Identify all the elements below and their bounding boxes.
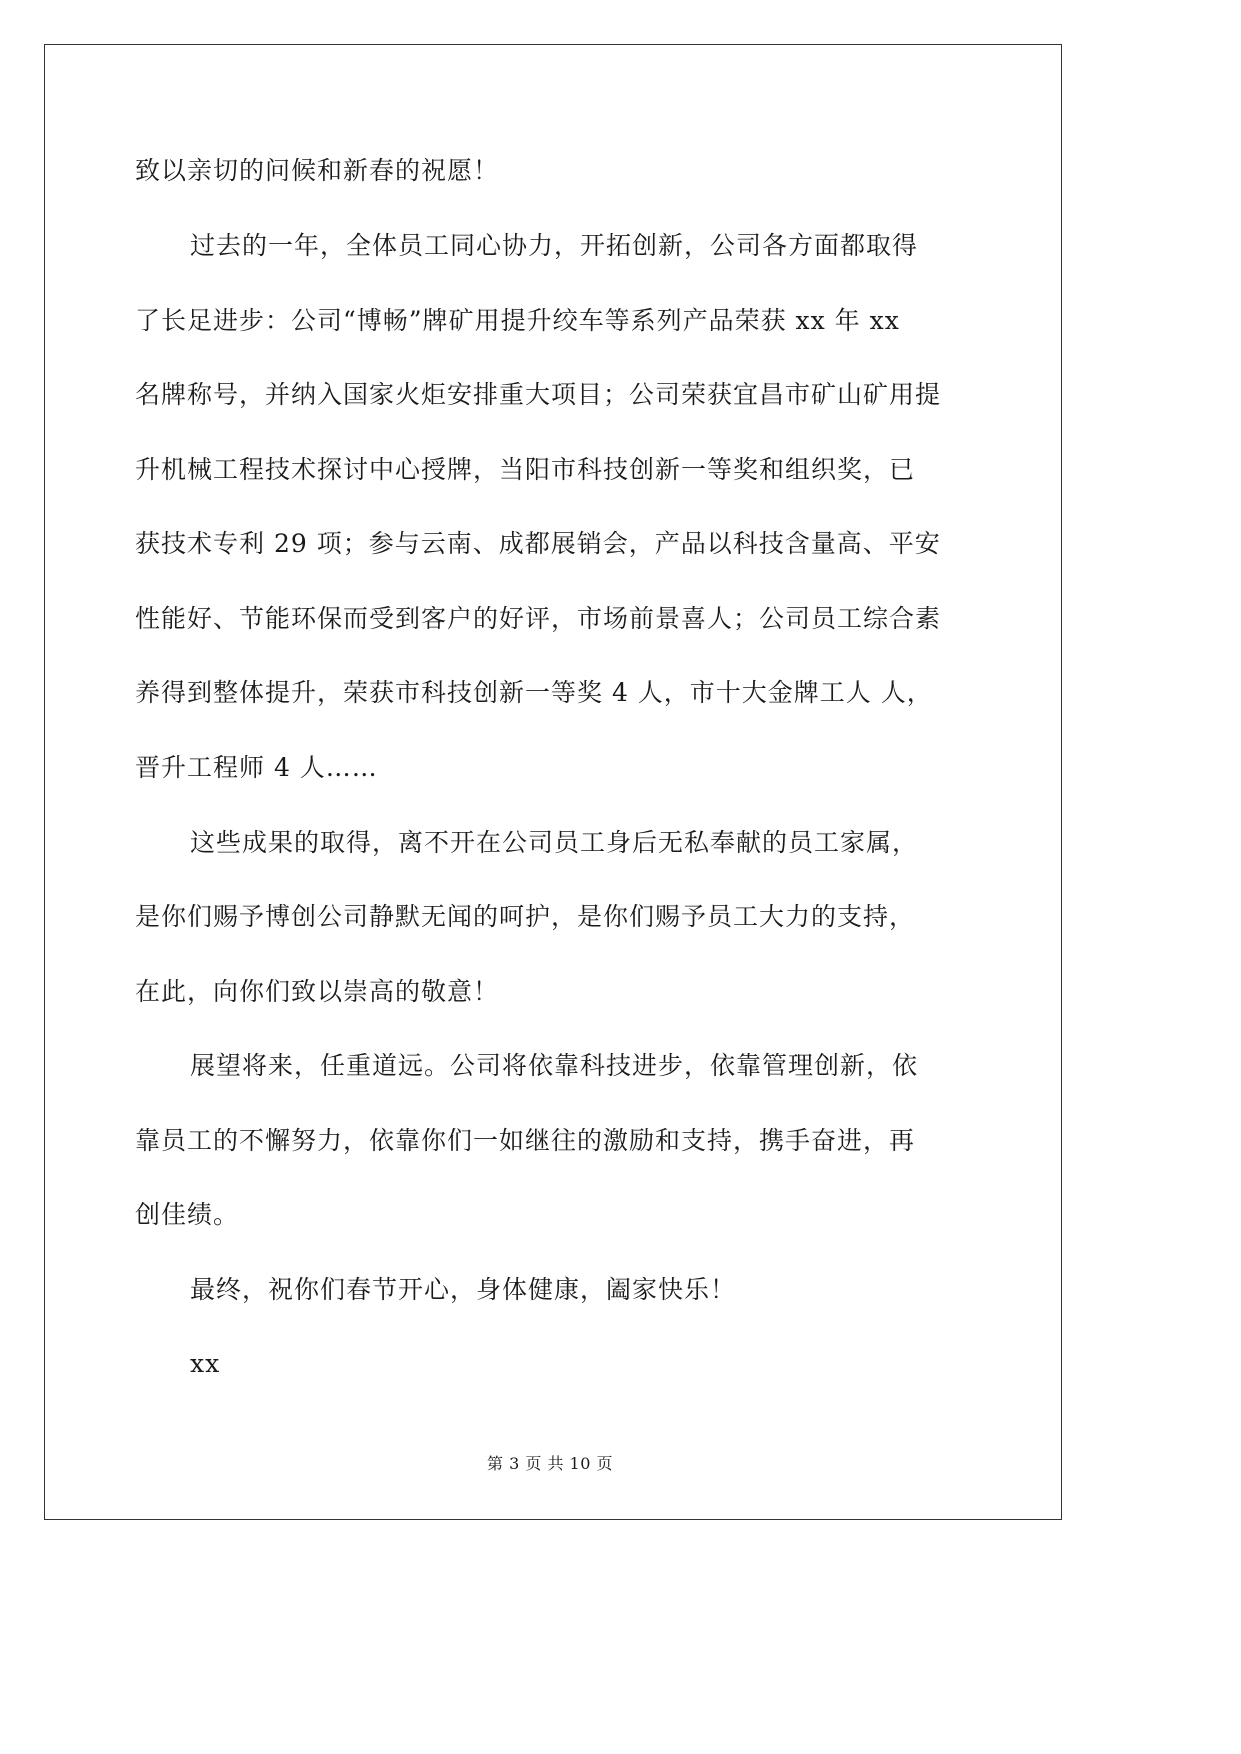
text-line: 在此，向你们致以崇高的敬意！ — [135, 977, 500, 1006]
text-line: 名牌称号，并纳入国家火炬安排重大项目；公司荣获宜昌市矿山矿用提 — [135, 380, 942, 409]
text-line: 获技术专利 29 项；参与云南、成都展销会，产品以科技含量高、平安 — [135, 529, 941, 558]
page-number-footer: 第 3 页 共 10 页 — [487, 1454, 613, 1473]
text-line: 晋升工程师 4 人…… — [135, 753, 378, 782]
text-line: 致以亲切的问候和新春的祝愿！ — [135, 156, 500, 185]
text-line: 升机械工程技术探讨中心授牌，当阳市科技创新一等奖和组织奖，已 — [135, 455, 916, 484]
signature-line: xx — [190, 1349, 221, 1378]
text-line: 是你们赐予博创公司静默无闻的呵护，是你们赐予员工大力的支持， — [135, 902, 916, 931]
paragraph-start-line: 展望将来，任重道远。公司将依靠科技进步，依靠管理创新，依 — [190, 1051, 919, 1080]
paragraph-start-line: 最终，祝你们春节开心，身体健康，阖家快乐！ — [190, 1275, 737, 1304]
text-line: 了长足进步：公司“博畅”牌矿用提升绞车等系列产品荣获 xx 年 xx — [135, 306, 900, 335]
text-line: 养得到整体提升，荣获市科技创新一等奖 4 人，市十大金牌工人 人， — [135, 678, 933, 707]
paragraph-start-line: 这些成果的取得，离不开在公司员工身后无私奉献的员工家属， — [190, 828, 919, 857]
text-line: 性能好、节能环保而受到客户的好评，市场前景喜人；公司员工综合素 — [135, 604, 942, 633]
text-line: 创佳绩。 — [135, 1200, 240, 1229]
text-line: 靠员工的不懈努力，依靠你们一如继往的激励和支持，携手奋进，再 — [135, 1126, 916, 1155]
paragraph-start-line: 过去的一年，全体员工同心协力，开拓创新，公司各方面都取得 — [190, 231, 919, 260]
